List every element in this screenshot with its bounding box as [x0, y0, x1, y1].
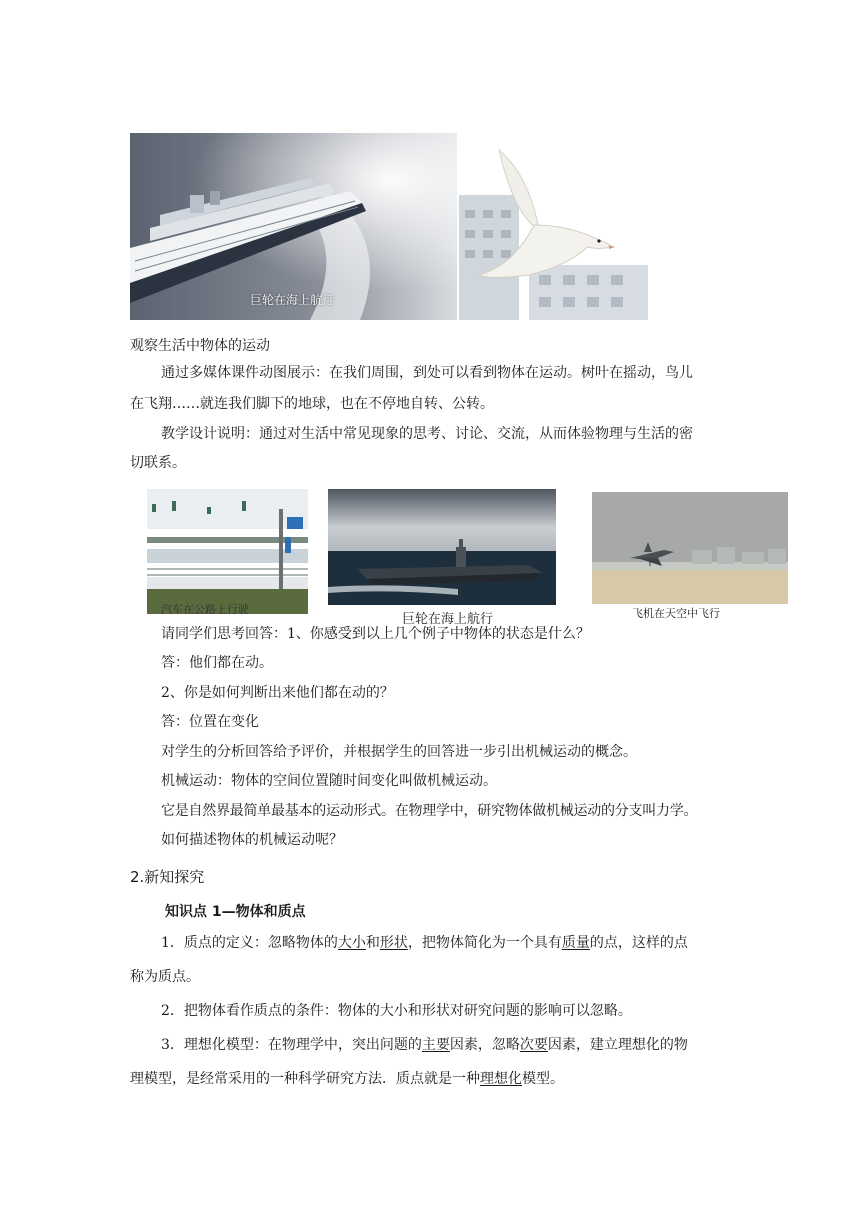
simplest-motion-text: 它是自然界最简单最基本的运动形式。在物理学中，研究物体做机械运动的分支叫力学。: [161, 803, 698, 819]
section-title: 2.新知探究: [130, 868, 205, 886]
jet-aircraft-caption: 飞机在天空中飞行: [632, 607, 720, 620]
aircraft-carrier-image: [328, 489, 556, 605]
item-3-text: 模型。: [522, 1071, 564, 1087]
underlined-term: 次要: [519, 1037, 548, 1053]
question-1: 请同学们思考回答：1、你感受到以上几个例子中物体的状态是什么？: [161, 626, 590, 642]
item-3-line-2: [130, 1069, 564, 1089]
item-1-text: 1．质点的定义：忽略物体的: [161, 935, 338, 951]
car-highway-image: [147, 489, 308, 614]
item-1-text: ，把物体简化为一个具有: [407, 935, 562, 951]
question-2: 2、你是如何判断出来他们都在动的？: [161, 685, 394, 701]
item-3-text: 理模型，是经常采用的一种科学研究方法．质点就是一种: [130, 1071, 480, 1087]
answer-1: 答：他们都在动。: [161, 655, 273, 671]
item-3-text: 因素，忽略: [449, 1037, 520, 1053]
underlined-term: 大小: [337, 935, 366, 951]
cruise-ship-image: [130, 133, 457, 320]
dove-image: [459, 115, 648, 320]
intro-heading: 观察生活中物体的运动: [130, 338, 270, 354]
item-3-text: 因素，建立理想化的物: [547, 1037, 688, 1053]
answer-2: 答：位置在变化: [161, 714, 259, 730]
evaluation-text: 对学生的分析回答给予评价，并根据学生的回答进一步引出机械运动的概念。: [161, 744, 637, 760]
item-1-line-2: 称为质点。: [130, 969, 200, 985]
mechanical-motion-definition: 机械运动：物体的空间位置随时间变化叫做机械运动。: [161, 773, 497, 789]
underlined-term: 主要: [421, 1037, 450, 1053]
item-3-text: 3．理想化模型：在物理学中，突出问题的: [161, 1037, 422, 1053]
intro-paragraph-line: 通过多媒体课件动图展示：在我们周围，到处可以看到物体在运动。树叶在摇动，鸟儿: [161, 365, 693, 381]
design-note-line: 切联系。: [130, 455, 186, 471]
knowledge-point-title: 知识点 1—物体和质点: [165, 904, 306, 920]
intro-paragraph-line: 在飞翔……就连我们脚下的地球，也在不停地自转、公转。: [130, 396, 494, 412]
item-1-line-1: [161, 933, 688, 953]
cruise-ship-caption: 巨轮在海上航行: [250, 293, 335, 307]
underlined-term: 形状: [379, 935, 408, 951]
item-1-text: 和: [365, 935, 380, 951]
car-highway-caption: 汽车在公路上行驶: [161, 603, 249, 614]
underlined-term: 理想化: [480, 1071, 522, 1087]
item-1-text: 的点，这样的点: [589, 935, 688, 951]
design-note-line: 教学设计说明：通过对生活中常见现象的思考、讨论、交流，从而体验物理与生活的密: [161, 426, 693, 442]
item-3-line-1: [161, 1035, 688, 1055]
aircraft-carrier-caption: 巨轮在海上航行: [402, 612, 494, 627]
jet-aircraft-image: [592, 492, 788, 604]
item-2: 2．把物体看作质点的条件：物体的大小和形状对研究问题的影响可以忽略。: [161, 1003, 632, 1019]
how-describe-question: 如何描述物体的机械运动呢？: [161, 832, 343, 848]
underlined-term: 质量: [561, 935, 590, 951]
